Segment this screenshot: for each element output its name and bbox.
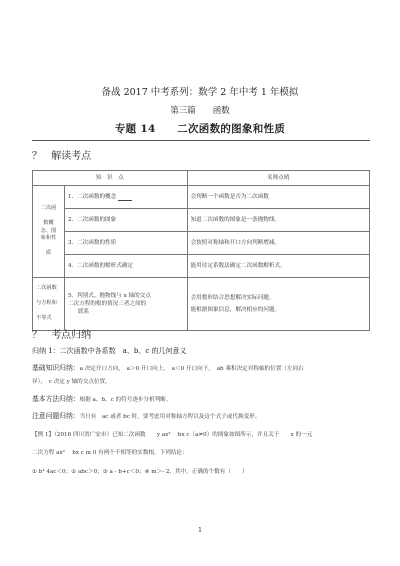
tip-text: 会按照对称轴和开口方向判断增减。 (187, 232, 369, 255)
table-header-knowledge: 知 识 点 (33, 171, 188, 186)
table-row (33, 186, 370, 209)
title-divider (32, 140, 370, 141)
table-row (33, 232, 370, 255)
example-line-2: 二次方程 ax² bx c m 0 有两个不相等的实数根，下列结论： (32, 450, 188, 456)
tip-text: 知道二次函数的图象是一条抛物线。 (187, 209, 369, 232)
table-header-tips: 名师点晴 (187, 171, 369, 186)
basic-knowledge-line2: 异）， c 决定 y 轴的交点位置。 (32, 379, 111, 385)
section-summary-heading (32, 326, 91, 341)
example-line-1: 【例 1】（2016 四川省广安市）已知二次函数 y ax² bx c（a≠0）的图象如图所示，并且关于 x 的一元 (32, 432, 313, 438)
basic-knowledge-line: 基础知识归纳：a 决定开口方向， a＞0 开口向上， a＜0 开口向下， ab 乘积决定对称轴的位置（左同右 (32, 364, 304, 372)
attention-line: 注意问题归纳：当只有 ac 或者 bc 时，要考虑用对称轴方程以及这个式子或代换变形。 (32, 412, 261, 420)
knowledge-point: 5．判别式、抛物线与 x 轴的交点 二次方程的根的情况三者之间的 联系 (64, 278, 187, 331)
section-summary-title: 考点归纳 (51, 330, 92, 341)
knowledge-point: 3．二次函数的性质 (64, 232, 187, 255)
table-row (33, 255, 370, 278)
table-row (33, 278, 370, 331)
knowledge-point: 2．二次函数的图象 (64, 209, 187, 232)
document-title: 备战 2017 中考系列：数学 2 年中考 1 年模拟 (101, 87, 299, 98)
part-title: 第三篇 函数 (170, 106, 230, 116)
question-mark-icon: ？ (32, 330, 42, 341)
knowledge-point: 4．二次函数的解析式确定 (64, 255, 187, 278)
induction-title: 归纳 1：二次函数中各系数 a、b、c 的几何意义 (32, 347, 187, 355)
tip-text: 会用数形结合思想解决实际问题。 能根据图象信息，解决相应的问题。 (187, 278, 369, 331)
topic-title: 专题 14 二次函数的图象和性质 (114, 123, 286, 135)
page-number: 1 (198, 527, 202, 534)
group-label-equation: 二次函数 与方程和 不等式 (33, 278, 65, 331)
section-read-title: 解读考点 (51, 151, 92, 162)
section-read-heading (32, 147, 91, 162)
group-label-concept: 二次函 数概 念、图 象和性 质 (33, 186, 65, 278)
question-mark-icon: ？ (32, 151, 42, 162)
example-line-3: ① b² 4ac＜0；② abc＞0；③ a - b+c＜0；④ m＞- 2，其中，正确的个数有（ ） (32, 469, 248, 475)
tip-text: 会判断一个函数是否为二次函数 (187, 186, 369, 209)
knowledge-point: 1．二次函数的概念 (64, 186, 187, 209)
table-header-row (33, 171, 370, 186)
table-row (33, 209, 370, 232)
tip-text: 能用待定系数法确定二次函数解析式。 (187, 255, 369, 278)
basic-method-line: 基本方法归纳：根据 a、b、c 的符号逐步分析判断。 (32, 395, 172, 403)
knowledge-table (32, 170, 370, 331)
